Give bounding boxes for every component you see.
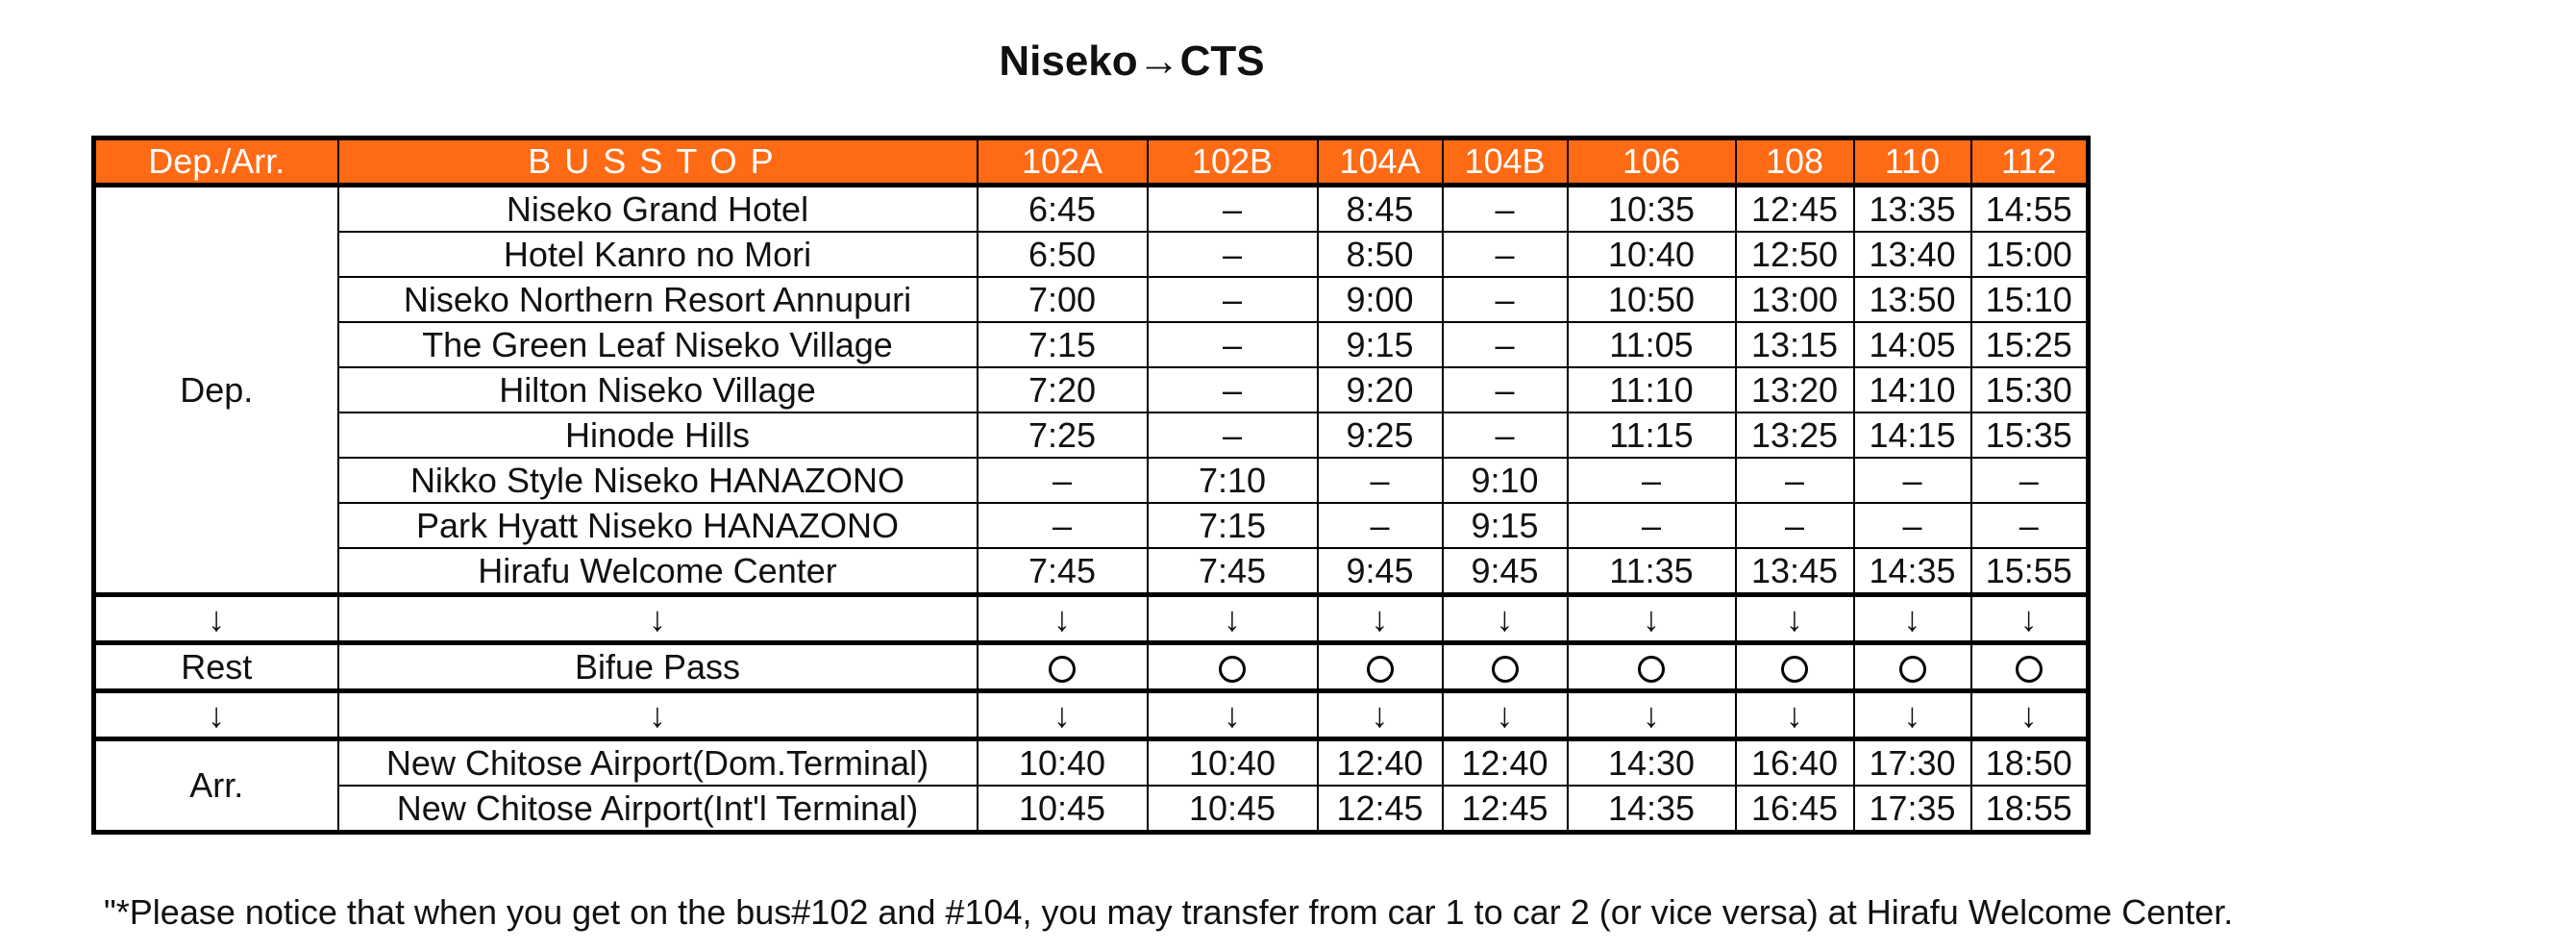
time-cell: – [978, 503, 1148, 548]
time-cell: – [1148, 367, 1318, 412]
circle-icon [2016, 656, 2043, 683]
time-cell: 15:35 [1971, 412, 2089, 458]
transfer-note: "*Please notice that when you get on the bus#102 and #104, you may transfer from car 1 to car 2 (or vice versa) at Hirafu Welcome Center. [104, 892, 2234, 932]
table-row [94, 786, 2089, 833]
down-arrow-icon: ↓ [1443, 595, 1568, 643]
time-cell: – [1148, 232, 1318, 277]
time-cell: 13:50 [1854, 277, 1971, 322]
time-cell: – [1568, 503, 1736, 548]
time-cell: 12:40 [1443, 739, 1568, 787]
time-cell: 12:45 [1443, 786, 1568, 833]
time-cell: 7:45 [978, 548, 1148, 595]
time-cell: 9:45 [1443, 548, 1568, 595]
table-row [94, 277, 2089, 322]
rest-cell [1148, 643, 1318, 691]
time-cell: 9:15 [1318, 322, 1443, 367]
time-cell: 15:10 [1971, 277, 2089, 322]
time-cell: 9:25 [1318, 412, 1443, 458]
time-cell: 7:45 [1148, 548, 1318, 595]
time-cell: 9:15 [1443, 503, 1568, 548]
time-cell: – [1318, 503, 1443, 548]
circle-icon [1492, 656, 1519, 683]
time-cell: 7:25 [978, 412, 1148, 458]
down-arrow-icon: ↓ [1736, 691, 1854, 739]
time-cell: – [1318, 458, 1443, 503]
page-title: Niseko→CTS [999, 38, 1265, 85]
time-cell: 13:00 [1736, 277, 1854, 322]
circle-icon [1781, 656, 1808, 683]
time-cell: 12:50 [1736, 232, 1854, 277]
time-cell: 9:10 [1443, 458, 1568, 503]
time-cell: – [1854, 503, 1971, 548]
stop-name: Niseko Northern Resort Annupuri [338, 277, 978, 322]
circle-icon [1899, 656, 1926, 683]
route-header: 102B [1148, 138, 1318, 186]
stop-name: Park Hyatt Niseko HANAZONO [338, 503, 978, 548]
time-cell: 13:15 [1736, 322, 1854, 367]
time-cell: 10:45 [1148, 786, 1318, 833]
rest-cell [978, 643, 1148, 691]
circle-icon [1638, 656, 1665, 683]
time-cell: – [1568, 458, 1736, 503]
down-arrow-icon: ↓ [1971, 691, 2089, 739]
route-header: 110 [1854, 138, 1971, 186]
rest-cell [1318, 643, 1443, 691]
time-cell: 15:25 [1971, 322, 2089, 367]
route-header: 108 [1736, 138, 1854, 186]
time-cell: – [1148, 412, 1318, 458]
timetable [91, 136, 2091, 835]
down-arrow-icon: ↓ [338, 595, 978, 643]
stop-name: New Chitose Airport(Dom.Terminal) [338, 739, 978, 787]
rest-row [94, 643, 2089, 691]
time-cell: – [1443, 186, 1568, 233]
rest-cell [1854, 643, 1971, 691]
stop-name: Nikko Style Niseko HANAZONO [338, 458, 978, 503]
table-row [94, 322, 2089, 367]
down-arrow-icon: ↓ [94, 691, 338, 739]
stop-name: Hinode Hills [338, 412, 978, 458]
arrow-row [94, 595, 2089, 643]
circle-icon [1219, 656, 1246, 683]
time-cell: – [1443, 412, 1568, 458]
stop-name: Niseko Grand Hotel [338, 186, 978, 233]
time-cell: 11:35 [1568, 548, 1736, 595]
time-cell: 10:40 [1148, 739, 1318, 787]
time-cell: 12:45 [1318, 786, 1443, 833]
time-cell: 14:55 [1971, 186, 2089, 233]
circle-icon [1049, 656, 1076, 683]
time-cell: 15:30 [1971, 367, 2089, 412]
stop-name: Hilton Niseko Village [338, 367, 978, 412]
stop-name: Hotel Kanro no Mori [338, 232, 978, 277]
arrow-row [94, 691, 2089, 739]
down-arrow-icon: ↓ [1568, 595, 1736, 643]
time-cell: 8:50 [1318, 232, 1443, 277]
table-row [94, 412, 2089, 458]
time-cell: 11:15 [1568, 412, 1736, 458]
header-row [94, 138, 2089, 186]
down-arrow-icon: ↓ [94, 595, 338, 643]
table-row [94, 503, 2089, 548]
route-header: 102A [978, 138, 1148, 186]
rest-cell [1971, 643, 2089, 691]
time-cell: 13:25 [1736, 412, 1854, 458]
table-row [94, 458, 2089, 503]
time-cell: 9:20 [1318, 367, 1443, 412]
time-cell: 7:00 [978, 277, 1148, 322]
time-cell: 10:45 [978, 786, 1148, 833]
time-cell: – [1443, 232, 1568, 277]
time-cell: 16:45 [1736, 786, 1854, 833]
down-arrow-icon: ↓ [1736, 595, 1854, 643]
time-cell: – [1443, 277, 1568, 322]
time-cell: – [978, 458, 1148, 503]
stop-name: Bifue Pass [338, 643, 978, 691]
time-cell: – [1736, 503, 1854, 548]
table-row [94, 232, 2089, 277]
time-cell: – [1148, 277, 1318, 322]
time-cell: 7:20 [978, 367, 1148, 412]
down-arrow-icon: ↓ [1318, 595, 1443, 643]
time-cell: 6:50 [978, 232, 1148, 277]
time-cell: 8:45 [1318, 186, 1443, 233]
time-cell: 14:15 [1854, 412, 1971, 458]
time-cell: – [1443, 322, 1568, 367]
time-cell: 7:15 [978, 322, 1148, 367]
time-cell: – [1148, 186, 1318, 233]
time-cell: 11:05 [1568, 322, 1736, 367]
time-cell: 9:00 [1318, 277, 1443, 322]
time-cell: 14:05 [1854, 322, 1971, 367]
time-cell: 7:10 [1148, 458, 1318, 503]
time-cell: 10:35 [1568, 186, 1736, 233]
time-cell: – [1148, 322, 1318, 367]
group-label-rest: Rest [94, 643, 338, 691]
down-arrow-icon: ↓ [1568, 691, 1736, 739]
time-cell: 15:00 [1971, 232, 2089, 277]
down-arrow-icon: ↓ [978, 691, 1148, 739]
time-cell: 17:35 [1854, 786, 1971, 833]
rest-cell [1736, 643, 1854, 691]
stop-name: The Green Leaf Niseko Village [338, 322, 978, 367]
time-cell: 18:50 [1971, 739, 2089, 787]
route-header: 106 [1568, 138, 1736, 186]
time-cell: 10:40 [978, 739, 1148, 787]
time-cell: – [1971, 458, 2089, 503]
table-row [94, 548, 2089, 595]
route-header: 104B [1443, 138, 1568, 186]
time-cell: 12:45 [1736, 186, 1854, 233]
route-header: 104A [1318, 138, 1443, 186]
time-cell: 18:55 [1971, 786, 2089, 833]
time-cell: – [1854, 458, 1971, 503]
table-row [94, 739, 2089, 787]
down-arrow-icon: ↓ [1318, 691, 1443, 739]
group-label-arr: Arr. [94, 739, 338, 833]
time-cell: – [1443, 367, 1568, 412]
time-cell: 6:45 [978, 186, 1148, 233]
circle-icon [1367, 656, 1394, 683]
time-cell: – [1736, 458, 1854, 503]
time-cell: 12:40 [1318, 739, 1443, 787]
down-arrow-icon: ↓ [1148, 595, 1318, 643]
time-cell: 13:45 [1736, 548, 1854, 595]
dep-arr-header: Dep./Arr. [94, 138, 338, 186]
time-cell: 10:50 [1568, 277, 1736, 322]
down-arrow-icon: ↓ [1971, 595, 2089, 643]
time-cell: 16:40 [1736, 739, 1854, 787]
busstop-header: BUSSTOP [338, 138, 978, 186]
time-cell: 15:55 [1971, 548, 2089, 595]
stop-name: Hirafu Welcome Center [338, 548, 978, 595]
time-cell: 14:30 [1568, 739, 1736, 787]
time-cell: 13:20 [1736, 367, 1854, 412]
down-arrow-icon: ↓ [338, 691, 978, 739]
time-cell: 10:40 [1568, 232, 1736, 277]
table-row [94, 367, 2089, 412]
rest-cell [1443, 643, 1568, 691]
down-arrow-icon: ↓ [1148, 691, 1318, 739]
time-cell: 13:40 [1854, 232, 1971, 277]
time-cell: 14:35 [1568, 786, 1736, 833]
route-header: 112 [1971, 138, 2089, 186]
time-cell: – [1971, 503, 2089, 548]
time-cell: 17:30 [1854, 739, 1971, 787]
time-cell: 11:10 [1568, 367, 1736, 412]
time-cell: 14:35 [1854, 548, 1971, 595]
time-cell: 7:15 [1148, 503, 1318, 548]
down-arrow-icon: ↓ [1854, 691, 1971, 739]
time-cell: 14:10 [1854, 367, 1971, 412]
down-arrow-icon: ↓ [978, 595, 1148, 643]
time-cell: 13:35 [1854, 186, 1971, 233]
stop-name: New Chitose Airport(Int'l Terminal) [338, 786, 978, 833]
time-cell: 9:45 [1318, 548, 1443, 595]
down-arrow-icon: ↓ [1854, 595, 1971, 643]
group-label-dep: Dep. [94, 186, 338, 595]
rest-cell [1568, 643, 1736, 691]
down-arrow-icon: ↓ [1443, 691, 1568, 739]
table-row [94, 186, 2089, 233]
